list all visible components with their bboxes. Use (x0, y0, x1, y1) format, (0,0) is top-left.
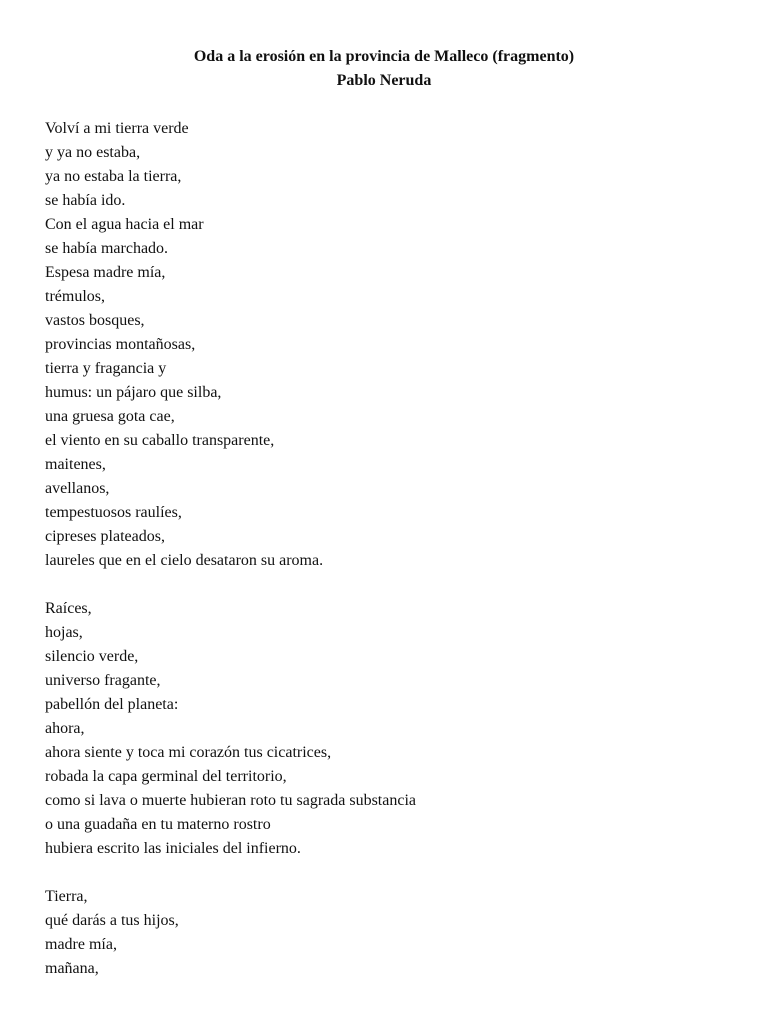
poem-line: ya no estaba la tierra, (45, 168, 182, 185)
poem-line: se había marchado. (45, 240, 169, 257)
poem-line: Tierra, (45, 888, 88, 905)
poem-line: qué darás a tus hijos, (45, 912, 179, 929)
poem-line: pabellón del planeta: (45, 696, 179, 713)
poem-line: mañana, (45, 960, 99, 977)
poem-author: Pablo Neruda (336, 72, 432, 89)
poem-line: hojas, (45, 624, 83, 641)
poem-line: el viento en su caballo transparente, (45, 432, 275, 449)
poem-line: se había ido. (45, 192, 126, 209)
poem-line: madre mía, (45, 936, 117, 953)
stanza-1 (45, 117, 745, 573)
poem-line: una gruesa gota cae, (45, 408, 175, 425)
poem-line: humus: un pájaro que silba, (45, 384, 222, 401)
poem-line: avellanos, (45, 480, 110, 497)
stanza-2 (45, 597, 745, 861)
poem-line: cipreses plateados, (45, 528, 165, 545)
poem-line: trémulos, (45, 288, 105, 305)
poem-line: Raíces, (45, 600, 92, 617)
poem-line: Espesa madre mía, (45, 264, 166, 281)
poem-title: Oda a la erosión en la provincia de Malleco (fragmento) (193, 48, 575, 65)
poem-line: laureles que en el cielo desataron su aroma. (45, 552, 324, 569)
poem-line: provincias montañosas, (45, 336, 196, 353)
poem-line: y ya no estaba, (45, 144, 141, 161)
poem-line: vastos bosques, (45, 312, 145, 329)
poem-line: silencio verde, (45, 648, 139, 665)
poem-line: robada la capa germinal del territorio, (45, 768, 287, 785)
poem-line: Con el agua hacia el mar (45, 216, 204, 233)
poem-line: tierra y fragancia y (45, 360, 167, 377)
poem-line: ahora siente y toca mi corazón tus cicatrices, (45, 744, 332, 761)
poem-body (45, 117, 745, 1005)
poem-line: ahora, (45, 720, 85, 737)
poem-line: maitenes, (45, 456, 106, 473)
poem-line: hubiera escrito las iniciales del infierno. (45, 840, 301, 857)
poem-line: como si lava o muerte hubieran roto tu sagrada substancia (45, 792, 416, 809)
poem-line: Volví a mi tierra verde (45, 120, 189, 137)
document-header (0, 45, 768, 93)
poem-line: o una guadaña en tu materno rostro (45, 816, 271, 833)
stanza-3 (45, 885, 745, 981)
poem-line: universo fragante, (45, 672, 161, 689)
poem-line: tempestuosos raulíes, (45, 504, 182, 521)
